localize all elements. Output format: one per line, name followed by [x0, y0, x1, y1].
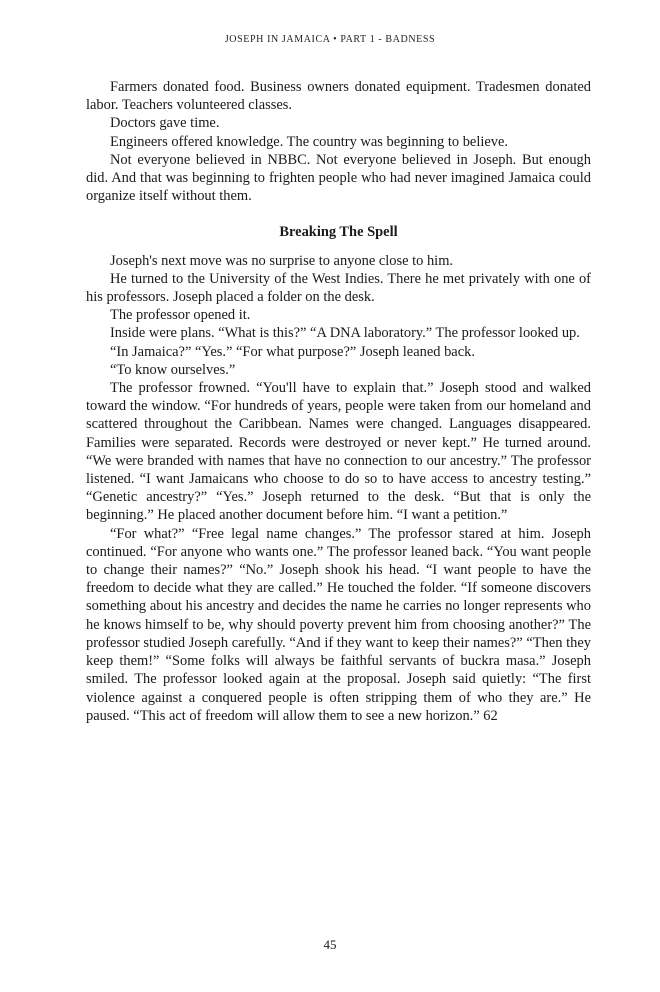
paragraph: Doctors gave time.	[110, 115, 220, 132]
paragraph: Farmers donated food. Business owners donated equipment. Tradesmen donated labor. Teachers volunteered classes.	[86, 79, 591, 114]
paragraph: Not everyone believed in NBBC. Not everyone believed in Joseph. But enough did. And that was beginning to frighten people who had never imagined Jamaica could organize itself without them.	[86, 151, 591, 205]
paragraph: The professor frowned. “You'll have to explain that.” Joseph stood and walked toward the window. “For hundreds of years, people were taken from our homeland and scattered throughout the Caribbean. Names were changed. Languages disappeared. Families were separated. Records were destroyed or never kept.” He turned around. “We were branded with names that have no connection to our ancestry.” The professor listened. “I want Jamaicans who choose to do so to have access to ancestry testing.” “Genetic ancestry?” “Yes.” Joseph returned to the desk. “But that is only the beginning.” He placed another document before him. “I want a petition.”	[86, 380, 591, 524]
paragraph: “In Jamaica?” “Yes.” “For what purpose?” Joseph leaned back.	[110, 343, 475, 360]
paragraph: Joseph's next move was no surprise to anyone close to him.	[110, 252, 454, 269]
paragraph: He turned to the University of the West Indies. There he met privately with one of his professors. Joseph placed a folder on the desk.	[86, 270, 591, 306]
paragraph: “To know ourselves.”	[110, 361, 236, 378]
running-head: JOSEPH IN JAMAICA • PART 1 - BADNESS	[224, 34, 436, 45]
page-number: 45	[323, 937, 337, 952]
paragraph: “For what?” “Free legal name changes.” The professor stared at him. Joseph continued. “For anyone who wants one.” The professor leaned back. “You want people to change their names?” “No.” Joseph shook his head. “I want people to have the freedom to decide what they are called.” He touched the folder. “If someone discovers something about his ancestry and decides the name he carries no longer represents who he knows himself to be, why should poverty prevent him from choosing another?” The professor studied Joseph carefully. “And if they want to keep their names?” “Then they keep them!” “Some folks will always be faithful servants of buckra masa.” Joseph smiled. The professor looked again at the proposal. Joseph said quietly: “The first violence against a conquered people is often stripping them of who they are.” He paused. “This act of freedom will allow them to see a new horizon.” 62	[86, 525, 591, 724]
section-heading: Breaking The Spell	[279, 224, 398, 241]
paragraph: Engineers offered knowledge. The country was beginning to believe.	[110, 133, 508, 150]
body-text	[86, 78, 591, 725]
paragraph: The professor opened it.	[110, 307, 251, 324]
paragraph: Inside were plans. “What is this?” “A DNA laboratory.” The professor looked up.	[110, 325, 580, 342]
